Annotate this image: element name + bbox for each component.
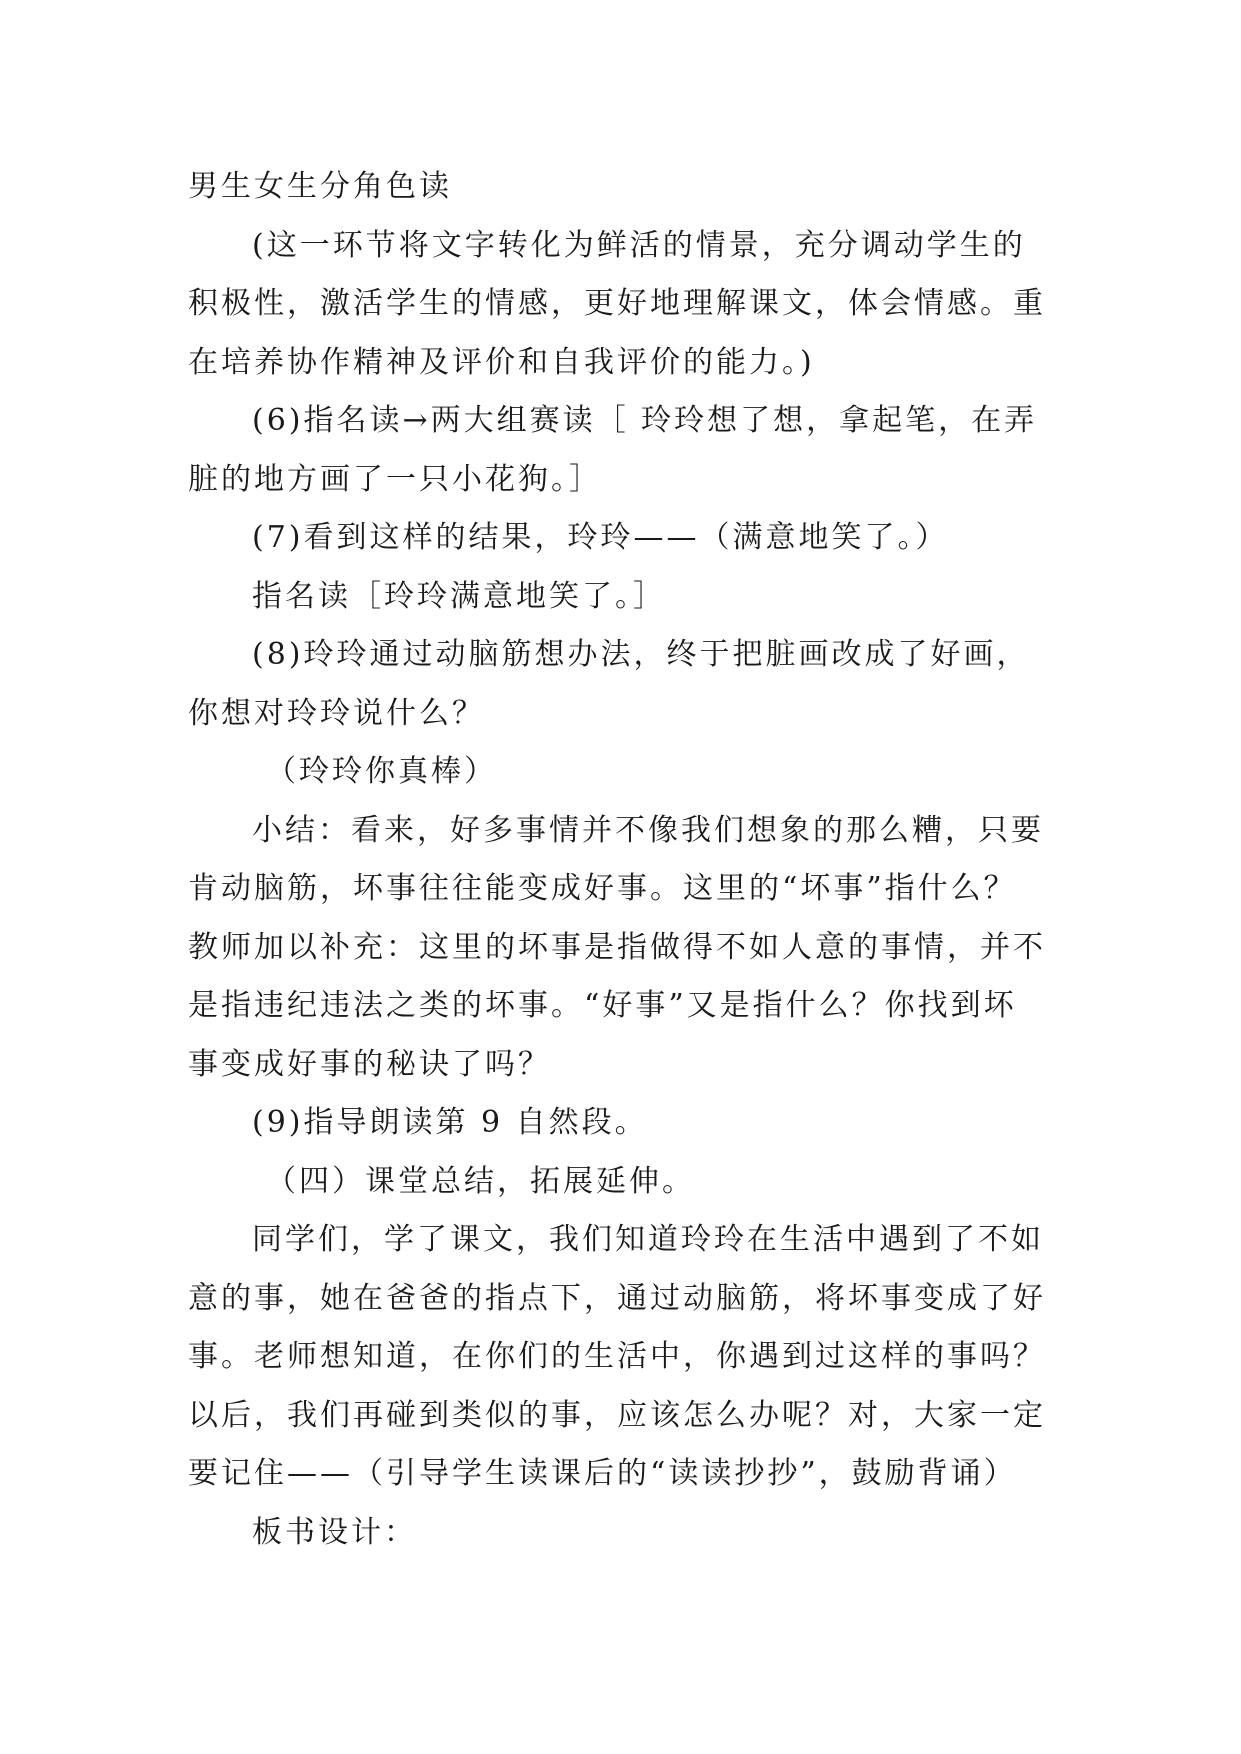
paragraph-summary: 小结：看来，好多事情并不像我们想象的那么糟，只要肯动脑筋，坏事往往能变成好事。这里的“坏事”指什么？教师加以补充：这里的坏事是指做得不如人意的事情，并不是指违纪违法之类的坏事。“好事”又是指什么？你找到坏事变成好事的秘诀了吗？ <box>188 812 1046 1082</box>
paragraph-board-design: 板书设计： <box>252 1514 417 1550</box>
paragraph-step-7: (7)看到这样的结果，玲玲——（满意地笑了。） <box>252 520 949 555</box>
paragraph-class-summary: 同学们，学了课文，我们知道玲玲在生活中遇到了不如意的事，她在爸爸的指点下，通过动脑筋，将坏事变成了好事。老师想知道，在你们的生活中，你遇到过这样的事吗？以后，我们再碰到类似的事，应该怎么办呢？对，大家一定要记住——（引导学生读课后的“读读抄抄”，鼓励背诵） <box>188 1222 1046 1491</box>
section-heading-conclusion: （四）课堂总结，拓展延伸。 <box>266 1163 695 1199</box>
paragraph-design-note: (这一环节将文字转化为鲜活的情景，充分调动学生的积极性，激活学生的情感，更好地理解课文，体会情感。重在培养协作精神及评价和自我评价的能力。) <box>188 227 1046 380</box>
paragraph-step-8: (8)玲玲通过动脑筋想办法，终于把脏画改成了好画，你想对玲玲说什么？ <box>188 637 1030 731</box>
paragraph-step-9: (9)指导朗读第 9 自然段。 <box>252 1105 648 1140</box>
document-page <box>188 158 1048 1562</box>
paragraph-answer: （玲玲你真棒） <box>266 754 497 789</box>
paragraph-role-reading: 男生女生分角色读 <box>188 169 452 204</box>
paragraph-step-6: (6)指名读→两大组赛读［ 玲玲想了想，拿起笔，在弄脏的地方画了一只小花狗。］ <box>188 403 1038 497</box>
paragraph-named-reading: 指名读［玲玲满意地笑了。］ <box>252 578 666 614</box>
